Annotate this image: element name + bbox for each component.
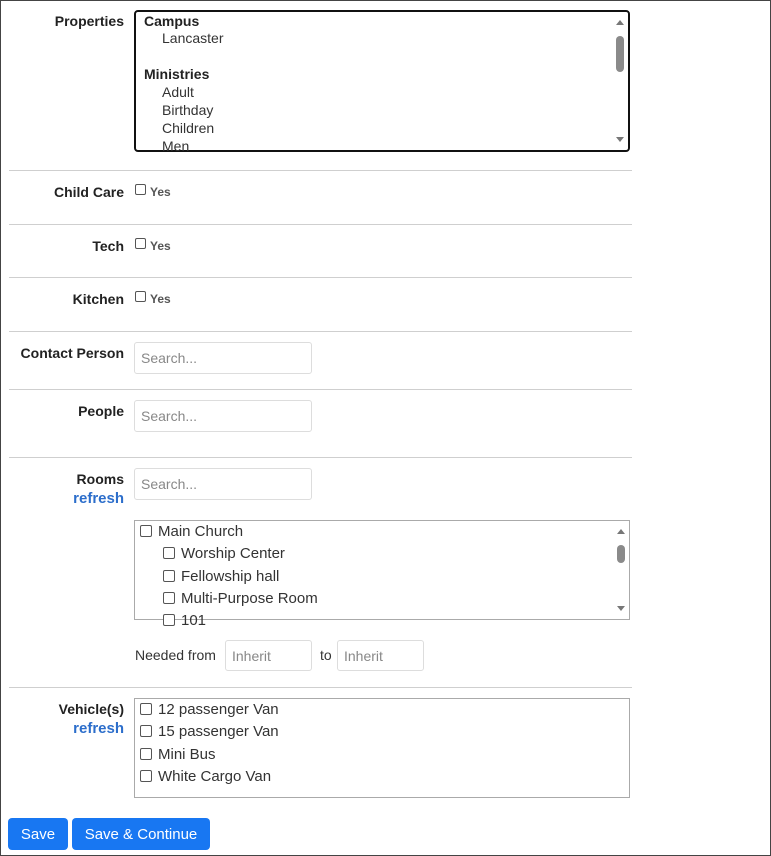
vehicle-item-12-passenger-van[interactable]: 12 passenger Van bbox=[140, 701, 279, 718]
properties-scrollbar[interactable] bbox=[614, 20, 626, 142]
people-label: People bbox=[78, 403, 124, 419]
child-care-label: Child Care bbox=[53, 184, 124, 200]
kitchen-label: Kitchen bbox=[72, 291, 124, 307]
vehicle-checkbox[interactable] bbox=[140, 770, 152, 782]
rooms-label: Rooms bbox=[76, 471, 124, 487]
save-button[interactable]: Save bbox=[8, 818, 68, 850]
divider bbox=[9, 687, 632, 688]
scroll-up-icon[interactable] bbox=[616, 20, 624, 25]
divider bbox=[9, 331, 632, 332]
divider bbox=[9, 170, 632, 171]
properties-option-men[interactable]: Men bbox=[162, 138, 190, 154]
divider bbox=[9, 277, 632, 278]
room-item-fellowship-hall[interactable]: Fellowship hall bbox=[163, 568, 279, 585]
needed-to-label: to bbox=[320, 647, 332, 663]
vehicles-list[interactable] bbox=[134, 698, 630, 798]
child-care-checkbox[interactable] bbox=[135, 184, 146, 195]
properties-group-campus: Campus bbox=[144, 13, 200, 29]
kitchen-yes-label: Yes bbox=[150, 292, 171, 306]
room-checkbox[interactable] bbox=[163, 614, 175, 626]
child-care-yes-label: Yes bbox=[150, 185, 171, 199]
contact-person-label: Contact Person bbox=[20, 345, 124, 361]
vehicles-label: Vehicle(s) bbox=[58, 701, 124, 717]
vehicle-checkbox[interactable] bbox=[140, 725, 152, 737]
scroll-thumb[interactable] bbox=[617, 545, 625, 563]
scroll-down-icon[interactable] bbox=[617, 606, 625, 611]
properties-option-lancaster[interactable]: Lancaster bbox=[162, 30, 224, 46]
vehicle-checkbox[interactable] bbox=[140, 748, 152, 760]
people-search-input[interactable] bbox=[134, 400, 312, 432]
rooms-list[interactable] bbox=[134, 520, 630, 629]
rooms-scrollbar[interactable] bbox=[615, 529, 627, 611]
room-checkbox[interactable] bbox=[163, 592, 175, 604]
rooms-refresh-link[interactable]: refresh bbox=[73, 490, 124, 507]
rooms-search-input[interactable] bbox=[134, 468, 312, 500]
properties-option-birthday[interactable]: Birthday bbox=[162, 102, 214, 118]
divider bbox=[9, 457, 632, 458]
room-checkbox[interactable] bbox=[163, 547, 175, 559]
vehicle-item-white-cargo-van[interactable]: White Cargo Van bbox=[140, 768, 271, 785]
divider bbox=[9, 224, 632, 225]
tech-yes-label: Yes bbox=[150, 239, 171, 253]
properties-option-adult[interactable]: Adult bbox=[162, 84, 194, 100]
tech-checkbox[interactable] bbox=[135, 238, 146, 249]
room-item-multi-purpose-room[interactable]: Multi-Purpose Room bbox=[163, 590, 318, 607]
contact-person-search-input[interactable] bbox=[134, 342, 312, 374]
room-item-101[interactable]: 101 bbox=[163, 612, 206, 629]
scroll-up-icon[interactable] bbox=[617, 529, 625, 534]
divider bbox=[9, 389, 632, 390]
properties-group-ministries: Ministries bbox=[144, 66, 210, 82]
room-item-worship-center[interactable]: Worship Center bbox=[163, 545, 285, 562]
vehicles-refresh-link[interactable]: refresh bbox=[73, 720, 124, 737]
needed-to-input[interactable] bbox=[337, 640, 424, 671]
room-checkbox[interactable] bbox=[140, 525, 152, 537]
needed-from-label: Needed from bbox=[135, 647, 216, 663]
vehicle-item-15-passenger-van[interactable]: 15 passenger Van bbox=[140, 723, 279, 740]
needed-from-input[interactable] bbox=[225, 640, 312, 671]
tech-label: Tech bbox=[92, 238, 124, 254]
save-and-continue-button[interactable]: Save & Continue bbox=[72, 818, 210, 850]
vehicle-item-mini-bus[interactable]: Mini Bus bbox=[140, 746, 216, 763]
scroll-thumb[interactable] bbox=[616, 36, 624, 72]
properties-label: Properties bbox=[54, 13, 124, 29]
room-item-main-church[interactable]: Main Church bbox=[140, 523, 243, 540]
properties-listbox[interactable] bbox=[134, 10, 630, 152]
kitchen-checkbox[interactable] bbox=[135, 291, 146, 302]
vehicle-checkbox[interactable] bbox=[140, 703, 152, 715]
properties-option-children[interactable]: Children bbox=[162, 120, 215, 136]
scroll-down-icon[interactable] bbox=[616, 137, 624, 142]
room-checkbox[interactable] bbox=[163, 570, 175, 582]
